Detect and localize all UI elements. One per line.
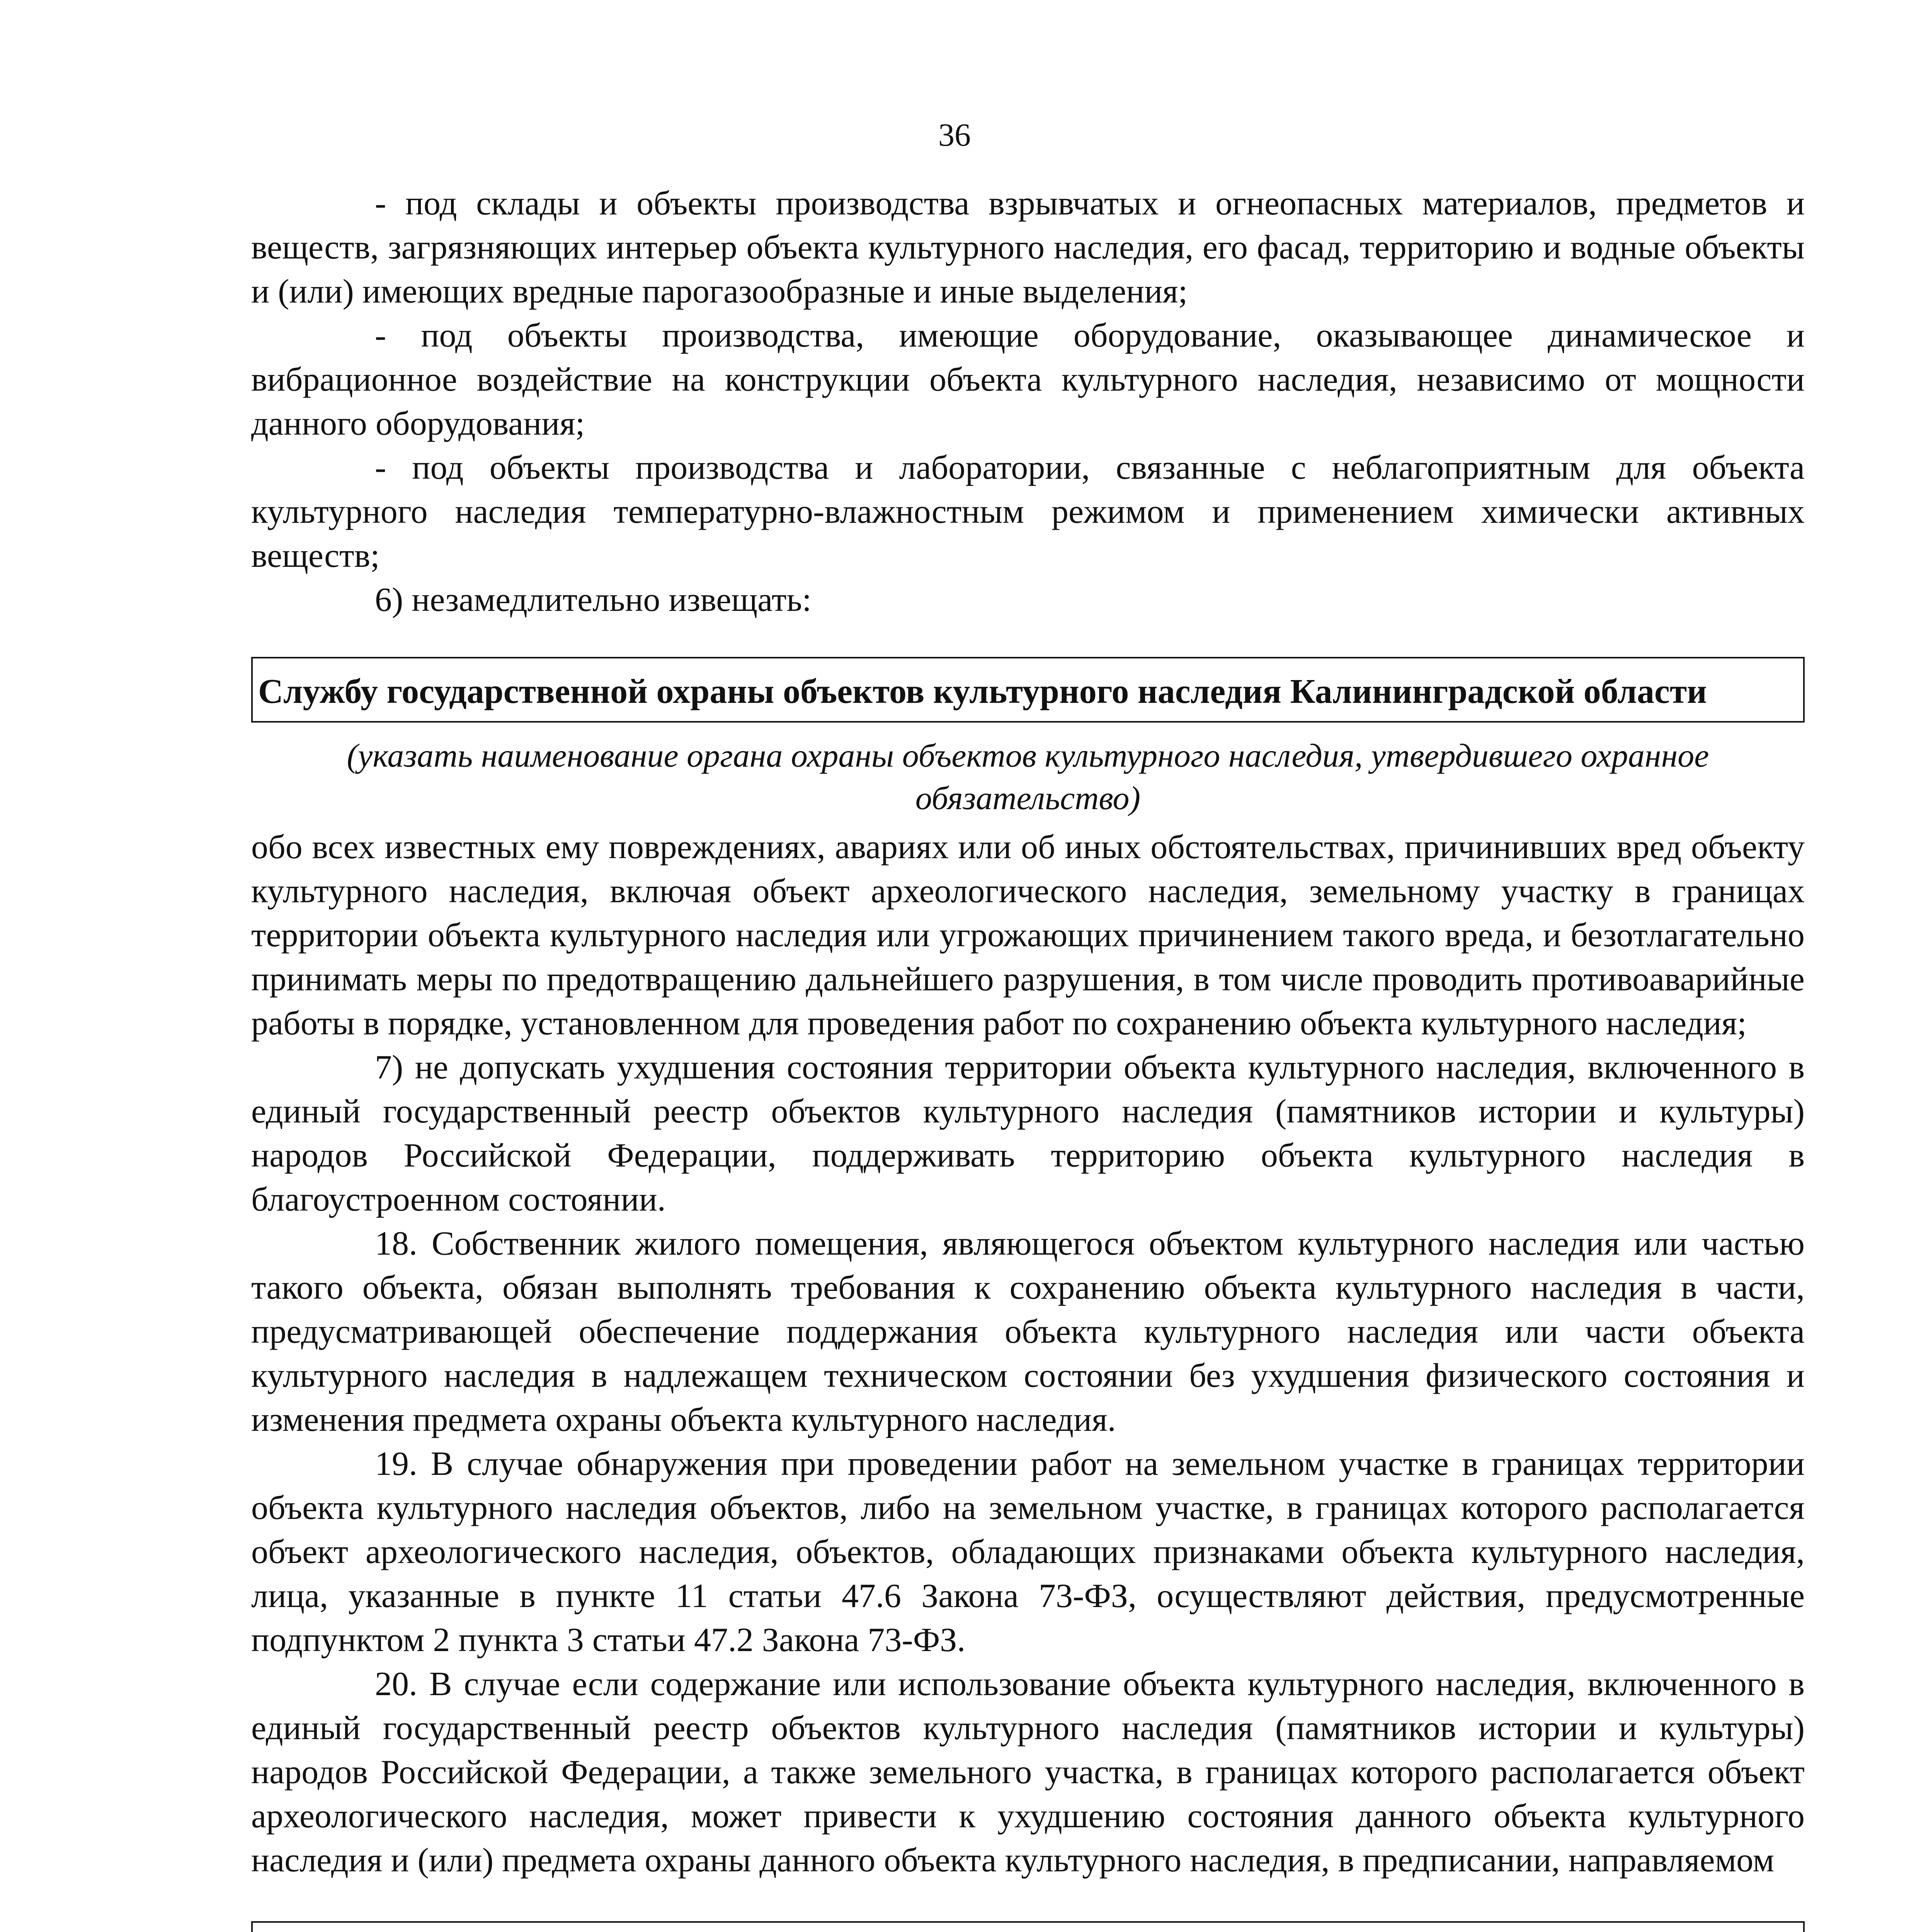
page-number: 36 (938, 117, 971, 153)
paragraph-equipment: - под объекты производства, имеющие оборудование, оказывающее динамическое и вибрационное воздействие на конструкции объекта культурного наследия, независимо от мощности данного оборудования; (251, 317, 1805, 442)
authority-box-2 (251, 1921, 1805, 1932)
authority-box-1: Службу государственной охраны объектов культурного наследия Калининградской области (251, 657, 1805, 723)
paragraph-warehouses: - под склады и объекты производства взрывчатых и огнеопасных материалов, предметов и веществ, загрязняющих интерьер объекта культурного наследия, его фасад, территорию и водные объекты и (или) имеющих вредные парогазообразные и иные выделения; (251, 185, 1805, 310)
paragraph-notify: 6) незамедлительно извещать: (375, 581, 812, 619)
paragraph-item-7: 7) не допускать ухудшения состояния территории объекта культурного наследия, включенного в единый государственный реестр объектов культурного наследия (памятников истории и культуры) народов Российской Федерации, поддерживать территорию объекта культурного наследия в благоустроенном состоянии. (251, 1049, 1805, 1218)
paragraph-damage-report: обо всех известных ему повреждениях, авариях или об иных обстоятельствах, причинивших вред объекту культурного наследия, включая объект археологического наследия, земельному участку в границах территории объекта культурного наследия или угрожающих причинением такого вреда, и безотлагательно принимать меры по предотвращению дальнейшего разрушения, в том числе проводить противоаварийные работы в порядке, установленном для проведения работ по сохранению объекта культурного наследия; (251, 828, 1805, 1042)
paragraph-item-20: 20. В случае если содержание или использование объекта культурного наследия, включенного в единый государственный реестр объектов культурного наследия (памятников истории и культуры) народов Российской Федерации, а также земельного участка, в границах которого располагается объект археологического наследия, может привести к ухудшению состояния данного объекта культурного наследия и (или) предмета охраны данного объекта культурного наследия, в предписании, направляемом (251, 1665, 1805, 1879)
paragraph-item-19: 19. В случае обнаружения при проведении работ на земельном участке в границах территории объекта культурного наследия объектов, либо на земельном участке, в границах которого располагается объект археологического наследия, объектов, обладающих признаками объекта культурного наследия, лица, указанные в пункте 11 статьи 47.6 Закона 73-ФЗ, осуществляют действия, предусмотренные подпунктом 2 пункта 3 статьи 47.2 Закона 73-ФЗ. (251, 1445, 1805, 1659)
document-body (251, 182, 1805, 1932)
authority-caption-1: (указать наименование органа охраны объектов культурного наследия, утвердившего охранное обязательство) (347, 737, 1709, 816)
paragraph-item-18: 18. Собственник жилого помещения, являющегося объектом культурного наследия или частью такого объекта, обязан выполнять требования к сохранению объекта культурного наследия в части, предусматривающей обеспечение поддержания объекта культурного наследия или части объекта культурного наследия в надлежащем техническом состоянии без ухудшения физического состояния и изменения предмета охраны объекта культурного наследия. (251, 1225, 1805, 1439)
paragraph-laboratories: - под объекты производства и лаборатории, связанные с неблагоприятным для объекта культурного наследия температурно-влажностным режимом и применением химически активных веществ; (251, 449, 1805, 575)
